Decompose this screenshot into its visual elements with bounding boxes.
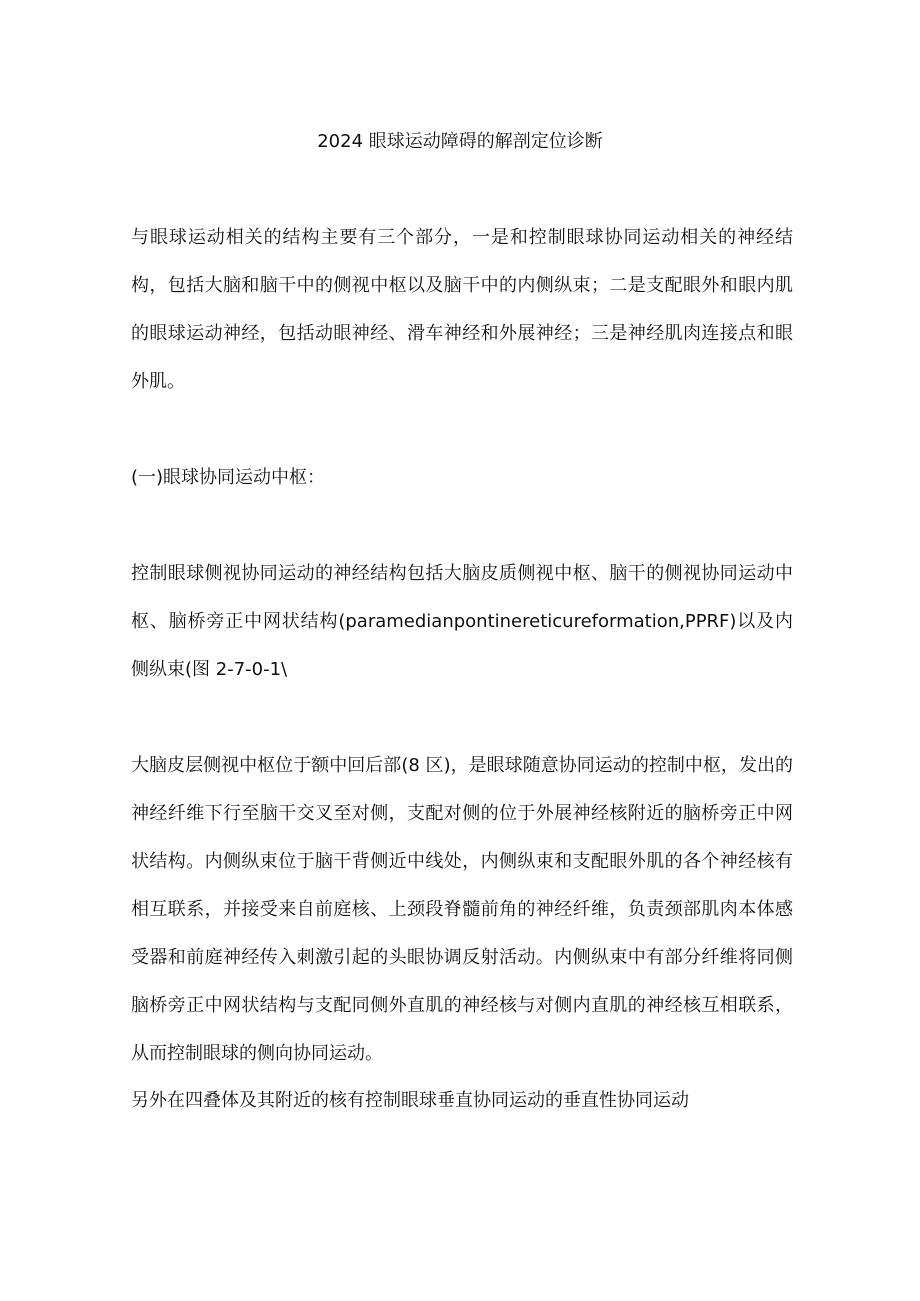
vertical-center-paragraph: 另外在四叠体及其附近的核有控制眼球垂直协同运动的垂直性协同运动: [131, 1090, 689, 1111]
cortex-center-paragraph: 大脑皮层侧视中枢位于额中回后部(8 区)，是眼球随意协同运动的控制中枢，发出的神经纤维下行至脑干交叉至对侧，支配对侧的位于外展神经核附近的脑桥旁正中网状结构。内侧纵束位于脑干背侧近中线处，内侧纵束和支配眼外肌的各个神经核有相互联系，并接受来自前庭核、上颈段脊髓前角的神经纤维，负责颈部肌肉本体感受器和前庭神经传入刺激引起的头眼协调反射活动。内侧纵束中有部分纤维将同侧脑桥旁正中网状结构与支配同侧外直肌的神经核与对侧内直肌的神经核互相联系，从而控制眼球的侧向协同运动。: [131, 755, 793, 1064]
section-heading: (一)眼球协同运动中枢：: [131, 467, 326, 488]
intro-paragraph: 与眼球运动相关的结构主要有三个部分，一是和控制眼球协同运动相关的神经结构，包括大脑和脑干中的侧视中枢以及脑干中的内侧纵束；二是支配眼外和眼内肌的眼球运动神经，包括动眼神经、滑车神经和外展神经；三是神经肌肉连接点和眼外肌。: [131, 227, 793, 392]
structures-paragraph: 控制眼球侧视协同运动的神经结构包括大脑皮质侧视中枢、脑干的侧视协同运动中枢、脑桥旁正中网状结构(paramedianpontinereticureformation,PPRF)以及内侧纵束(图 2-7-0-1\: [131, 563, 793, 680]
document-title: 2024 眼球运动障碍的解剖定位诊断: [317, 131, 603, 152]
